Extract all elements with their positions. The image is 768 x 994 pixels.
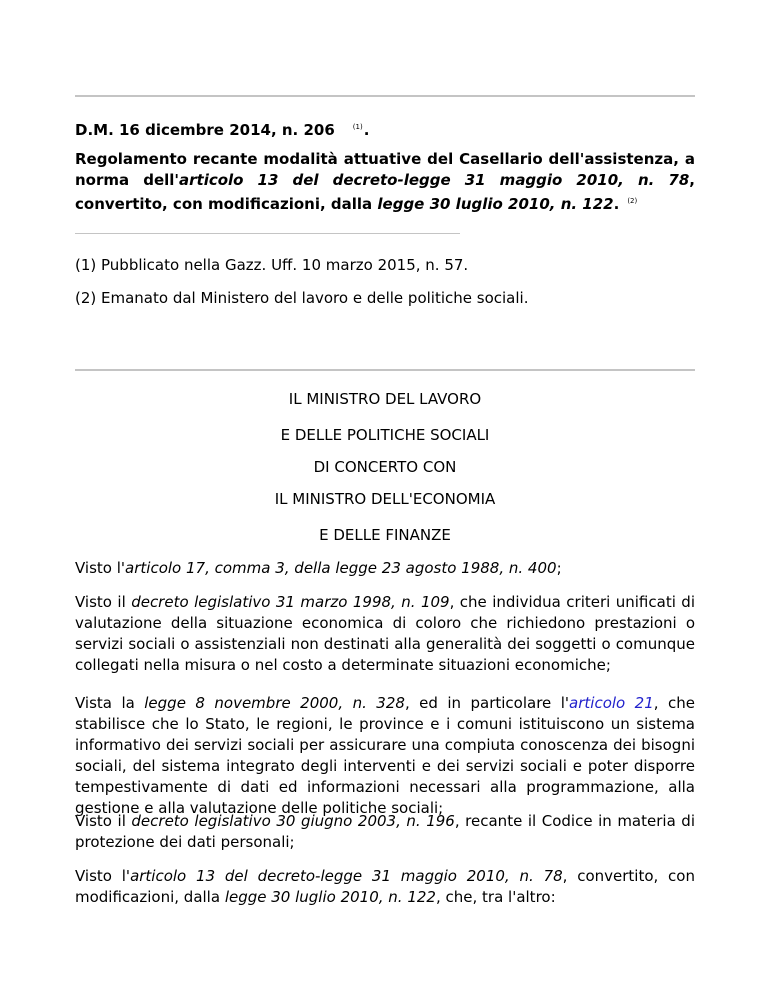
law-reference: legge 8 novembre 2000, n. 328 [144, 694, 405, 712]
footnote-2: (2) Emanato dal Ministero del lavoro e delle politiche sociali. [75, 289, 529, 307]
decree-subtitle [75, 149, 695, 215]
subtitle-ref-law: legge 30 luglio 2010, n. 122 [377, 195, 614, 213]
recital-paragraph: Visto il decreto legislativo 30 giugno 2003, n. 196, recante il Codice in materia di protezione dei dati personali; [75, 812, 695, 851]
heading-line: E DELLE FINANZE [319, 526, 451, 544]
law-reference: legge 30 luglio 2010, n. 122 [224, 888, 436, 906]
decree-title [75, 117, 695, 141]
middle-divider [75, 369, 695, 371]
law-reference: decreto legislativo 30 giugno 2003, n. 196 [131, 812, 455, 830]
subtitle-ref-article: articolo 13 del decreto-legge 31 maggio 2010, n. 78 [179, 171, 690, 189]
subtitle-text-2: , convertito, con modificazioni, dalla [75, 171, 695, 213]
subtitle-text-3: . [613, 195, 620, 213]
law-reference: articolo 17, comma 3, della legge 23 agosto 1988, n. 400 [125, 559, 557, 577]
footnote-ref-2[interactable]: (2) [627, 197, 638, 205]
subtitle-text-1: Regolamento recante modalità attuative del Casellario dell'assistenza, a norma dell' [75, 150, 695, 189]
recital-paragraph: Visto l'articolo 17, comma 3, della legge 23 agosto 1988, n. 400; [75, 559, 562, 577]
footnote-ref-1[interactable]: (1) [352, 123, 363, 131]
heading-line: IL MINISTRO DELL'ECONOMIA [274, 490, 496, 508]
top-divider [75, 95, 695, 97]
heading-line: E DELLE POLITICHE SOCIALI [280, 426, 490, 444]
heading-line: DI CONCERTO CON [313, 458, 457, 476]
footnote-1: (1) Pubblicato nella Gazz. Uff. 10 marzo 2015, n. 57. [75, 256, 469, 274]
decree-title-text: D.M. 16 dicembre 2014, n. 206 [75, 121, 335, 139]
law-reference: articolo 13 del decreto-legge 31 maggio 2010, n. 78 [130, 867, 563, 885]
heading-line: IL MINISTRO DEL LAVORO [288, 390, 482, 408]
footnote-divider [75, 233, 460, 234]
law-reference: decreto legislativo 31 marzo 1998, n. 109 [131, 593, 450, 611]
article-21-link[interactable]: articolo 21 [569, 694, 654, 712]
recital-paragraph: Visto il decreto legislativo 31 marzo 1998, n. 109, che individua criteri unificati di valutazione della situazione economica di coloro che richiedono prestazioni o servizi sociali o assistenziali non destinati alla generalità dei soggetti o comunque collegati nella misura o nel costo a determinate situazioni economiche; [75, 593, 695, 674]
recital-paragraph: Visto l'articolo 13 del decreto-legge 31 maggio 2010, n. 78, convertito, con modificazioni, dalla legge 30 luglio 2010, n. 122, che, tra l'altro: [75, 867, 695, 906]
recital-paragraph: Vista la legge 8 novembre 2000, n. 328, ed in particolare l'articolo 21, che stabilisce che lo Stato, le regioni, le province e i comuni istituiscono un sistema informativo dei servizi sociali per assicurare una compiuta conoscenza dei bisogni sociali, del sistema integrato degli interventi e dei servizi sociali e poter disporre tempestivamente di dati ed informazioni necessari alla programmazione, alla gestione e alla valutazione delle politiche sociali; [75, 694, 695, 817]
decree-title-end: . [363, 121, 370, 139]
